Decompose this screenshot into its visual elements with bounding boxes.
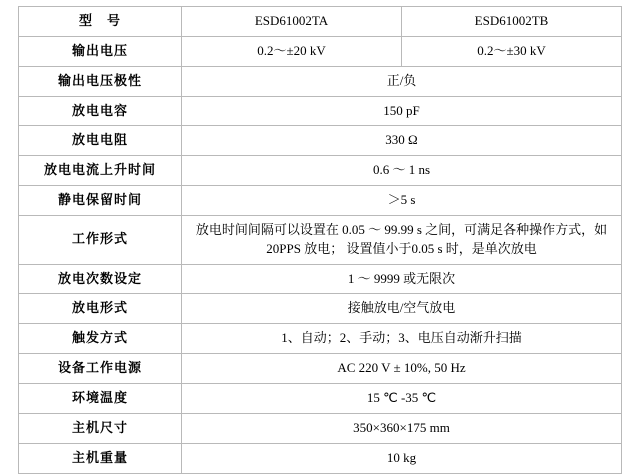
row-value: 接触放电/空气放电 bbox=[182, 294, 622, 324]
table-row bbox=[19, 215, 622, 264]
table-row bbox=[19, 186, 622, 216]
table-row bbox=[19, 156, 622, 186]
row-label: 触发方式 bbox=[19, 324, 182, 354]
row-value: 10 kg bbox=[182, 443, 622, 473]
table-row bbox=[19, 443, 622, 473]
row-label: 放电次数设定 bbox=[19, 264, 182, 294]
row-label: 放电形式 bbox=[19, 294, 182, 324]
table-row bbox=[19, 96, 622, 126]
row-value: AC 220 V ± 10%, 50 Hz bbox=[182, 354, 622, 384]
row-label: 设备工作电源 bbox=[19, 354, 182, 384]
table-row bbox=[19, 126, 622, 156]
table-row bbox=[19, 294, 622, 324]
row-label: 放电电容 bbox=[19, 96, 182, 126]
header-model-b-cell: ESD61002TB bbox=[402, 7, 622, 37]
table-row bbox=[19, 413, 622, 443]
header-label-cell: 型 号 bbox=[19, 7, 182, 37]
row-value: ＞5 s bbox=[182, 186, 622, 216]
header-model-a-cell: ESD61002TA bbox=[182, 7, 402, 37]
row-label: 工作形式 bbox=[19, 215, 182, 264]
table-row bbox=[19, 36, 622, 66]
row-label: 输出电压 bbox=[19, 36, 182, 66]
table-row bbox=[19, 324, 622, 354]
row-value: 350×360×175 mm bbox=[182, 413, 622, 443]
row-label: 放电电阻 bbox=[19, 126, 182, 156]
specification-table-body bbox=[19, 7, 622, 474]
row-value: 1、自动；2、手动；3、电压自动渐升扫描 bbox=[182, 324, 622, 354]
row-value: 330 Ω bbox=[182, 126, 622, 156]
row-value: 正/负 bbox=[182, 66, 622, 96]
row-value: 放电时间间隔可以设置在 0.05 ～ 99.99 s 之间，可满足各种操作方式，如 20PPS 放电； 设置值小于0.05 s 时，是单次放电 bbox=[182, 215, 622, 264]
row-label: 环境温度 bbox=[19, 383, 182, 413]
table-row bbox=[19, 66, 622, 96]
table-row bbox=[19, 383, 622, 413]
specification-table bbox=[18, 6, 622, 474]
row-label: 放电电流上升时间 bbox=[19, 156, 182, 186]
row-value: 15 ℃ -35 ℃ bbox=[182, 383, 622, 413]
row-label: 主机尺寸 bbox=[19, 413, 182, 443]
table-row bbox=[19, 264, 622, 294]
table-header-row bbox=[19, 7, 622, 37]
row-label: 输出电压极性 bbox=[19, 66, 182, 96]
row-value: 1 ～ 9999 或无限次 bbox=[182, 264, 622, 294]
row-value-b: 0.2～±30 kV bbox=[402, 36, 622, 66]
table-row bbox=[19, 354, 622, 384]
row-value-a: 0.2～±20 kV bbox=[182, 36, 402, 66]
row-label: 静电保留时间 bbox=[19, 186, 182, 216]
row-label: 主机重量 bbox=[19, 443, 182, 473]
row-value: 150 pF bbox=[182, 96, 622, 126]
row-value: 0.6 ～ 1 ns bbox=[182, 156, 622, 186]
